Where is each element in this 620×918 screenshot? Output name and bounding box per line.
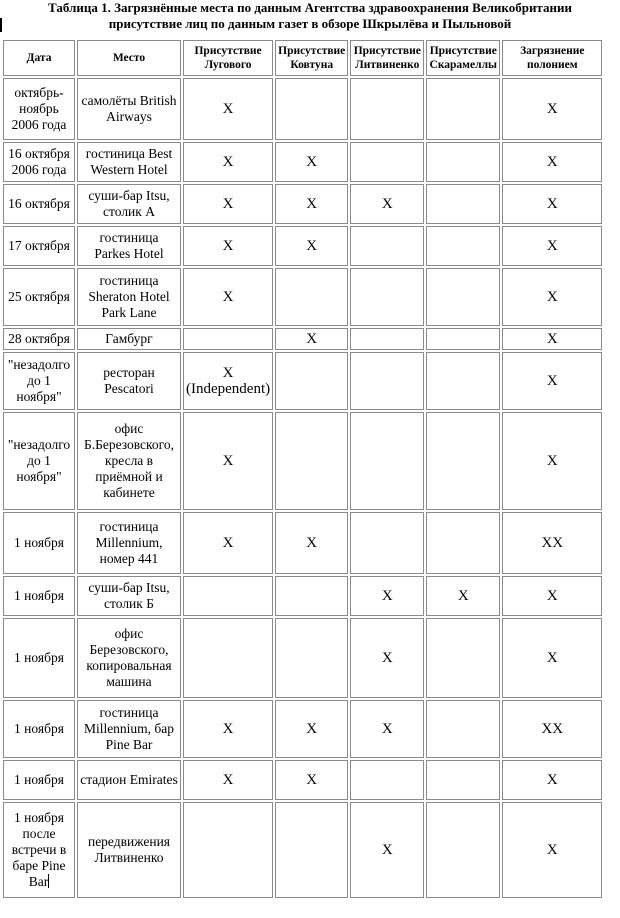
- cell-polonium: X: [502, 576, 602, 616]
- cell-place: ресторан Pescatori: [77, 352, 181, 410]
- cell-scaramella: [426, 802, 500, 898]
- cell-lugovoy: X: [183, 184, 273, 224]
- cell-polonium: X: [502, 802, 602, 898]
- cell-place: самолёты British Airways: [77, 78, 181, 140]
- cell-scaramella: [426, 328, 500, 350]
- cell-scaramella: [426, 618, 500, 698]
- text-cursor: [48, 874, 49, 888]
- cell-place: гостиница Millennium, номер 441: [77, 512, 181, 574]
- cell-date: 16 октября: [3, 184, 75, 224]
- cell-polonium: X: [502, 184, 602, 224]
- cell-date: "незадолго до 1 ноября": [3, 412, 75, 510]
- table-row: [3, 512, 602, 574]
- cell-place: гостиница Best Western Hotel: [77, 142, 181, 182]
- cell-lugovoy: [183, 618, 273, 698]
- cell-place: Гамбург: [77, 328, 181, 350]
- table-caption: [0, 0, 620, 32]
- header-kovtun: Присутствие Ковтуна: [275, 40, 348, 76]
- cell-scaramella: [426, 512, 500, 574]
- table-row: [3, 352, 602, 410]
- table-row: [3, 78, 602, 140]
- cell-date: 1 ноября: [3, 760, 75, 800]
- cell-place: офис Б.Березовского, кресла в приёмной и кабинете: [77, 412, 181, 510]
- cell-litvinenko: [350, 412, 424, 510]
- cell-kovtun: X: [275, 184, 348, 224]
- cell-kovtun: [275, 576, 348, 616]
- cell-lugovoy: X: [183, 268, 273, 326]
- cell-polonium: X: [502, 760, 602, 800]
- table-row: [3, 802, 602, 898]
- cell-date: 25 октября: [3, 268, 75, 326]
- header-place: Место: [77, 40, 181, 76]
- cell-place: офис Березовского, копировальная машина: [77, 618, 181, 698]
- cell-kovtun: X: [275, 760, 348, 800]
- cell-place: передвижения Литвиненко: [77, 802, 181, 898]
- cell-litvinenko: [350, 512, 424, 574]
- cell-date: 16 октября 2006 года: [3, 142, 75, 182]
- cell-litvinenko: [350, 226, 424, 266]
- header-scaramella: Присутствие Скарамеллы: [426, 40, 500, 76]
- cell-polonium: X: [502, 78, 602, 140]
- cell-date: 28 октября: [3, 328, 75, 350]
- cell-litvinenko: X: [350, 184, 424, 224]
- cell-lugovoy: X (Independent): [183, 352, 273, 410]
- cell-scaramella: [426, 268, 500, 326]
- cell-polonium: X: [502, 226, 602, 266]
- cell-polonium: X: [502, 142, 602, 182]
- cell-lugovoy: [183, 328, 273, 350]
- cell-date: [3, 802, 75, 898]
- contamination-table: [1, 38, 604, 900]
- cell-litvinenko: X: [350, 576, 424, 616]
- cell-litvinenko: [350, 78, 424, 140]
- cell-date-text: 1 ноября после встречи в баре Pine Bar: [11, 810, 67, 889]
- cell-date: 17 октября: [3, 226, 75, 266]
- table-row: [3, 760, 602, 800]
- cell-lugovoy: X: [183, 226, 273, 266]
- header-litvinenko: Присутствие Литвиненко: [350, 40, 424, 76]
- cell-kovtun: [275, 352, 348, 410]
- cell-scaramella: [426, 760, 500, 800]
- cell-polonium: X: [502, 412, 602, 510]
- cell-lugovoy: X: [183, 78, 273, 140]
- cell-kovtun: X: [275, 700, 348, 758]
- cell-place: суши-бар Itsu, столик A: [77, 184, 181, 224]
- cell-date: 1 ноября: [3, 512, 75, 574]
- cell-lugovoy: [183, 576, 273, 616]
- cell-litvinenko: [350, 352, 424, 410]
- cell-litvinenko: [350, 268, 424, 326]
- cell-kovtun: [275, 412, 348, 510]
- header-date: Дата: [3, 40, 75, 76]
- cell-kovtun: [275, 618, 348, 698]
- cell-scaramella: [426, 226, 500, 266]
- text-cursor-mark: [0, 18, 2, 32]
- caption-line-2: присутствие лиц по данным газет в обзоре Шкрылёва и Пыльновой: [108, 16, 512, 31]
- cell-date: октябрь-ноябрь 2006 года: [3, 78, 75, 140]
- cell-place: стадион Emirates: [77, 760, 181, 800]
- cell-polonium: X: [502, 268, 602, 326]
- table-row: [3, 576, 602, 616]
- table-header-row: [3, 40, 602, 76]
- cell-scaramella: [426, 184, 500, 224]
- table-row: [3, 268, 602, 326]
- cell-kovtun: X: [275, 226, 348, 266]
- cell-place: суши-бар Itsu, столик Б: [77, 576, 181, 616]
- header-polonium: Загрязнение полонием: [502, 40, 602, 76]
- cell-polonium: XX: [502, 512, 602, 574]
- cell-litvinenko: [350, 328, 424, 350]
- cell-polonium: X: [502, 352, 602, 410]
- cell-litvinenko: X: [350, 700, 424, 758]
- table-row: [3, 618, 602, 698]
- cell-place: гостиница Millennium, бар Pine Bar: [77, 700, 181, 758]
- cell-lugovoy: X: [183, 512, 273, 574]
- cell-litvinenko: X: [350, 802, 424, 898]
- cell-lugovoy: [183, 802, 273, 898]
- table-row: [3, 142, 602, 182]
- table-row: [3, 184, 602, 224]
- cell-litvinenko: X: [350, 618, 424, 698]
- cell-litvinenko: [350, 142, 424, 182]
- cell-kovtun: X: [275, 142, 348, 182]
- cell-date: 1 ноября: [3, 700, 75, 758]
- cell-place: гостиница Sheraton Hotel Park Lane: [77, 268, 181, 326]
- cell-kovtun: [275, 802, 348, 898]
- cell-polonium: X: [502, 328, 602, 350]
- table-row: [3, 700, 602, 758]
- cell-scaramella: X: [426, 576, 500, 616]
- cell-scaramella: [426, 78, 500, 140]
- cell-polonium: XX: [502, 700, 602, 758]
- cell-scaramella: [426, 142, 500, 182]
- cell-kovtun: [275, 78, 348, 140]
- cell-kovtun: [275, 268, 348, 326]
- header-lugovoy: Присутствие Лугового: [183, 40, 273, 76]
- caption-line-1: Таблица 1. Загрязнённые места по данным Агентства здравоохранения Великобритании: [48, 0, 572, 15]
- cell-place: гостиница Parkes Hotel: [77, 226, 181, 266]
- cell-lugovoy: X: [183, 412, 273, 510]
- cell-lugovoy: X: [183, 760, 273, 800]
- cell-kovtun: X: [275, 328, 348, 350]
- cell-date: 1 ноября: [3, 576, 75, 616]
- cell-date: 1 ноября: [3, 618, 75, 698]
- cell-polonium: X: [502, 618, 602, 698]
- table-row: [3, 412, 602, 510]
- cell-kovtun: X: [275, 512, 348, 574]
- cell-scaramella: [426, 412, 500, 510]
- cell-scaramella: [426, 352, 500, 410]
- cell-date: "незадолго до 1 ноября": [3, 352, 75, 410]
- cell-scaramella: [426, 700, 500, 758]
- cell-lugovoy: X: [183, 700, 273, 758]
- table-row: [3, 226, 602, 266]
- cell-lugovoy: X: [183, 142, 273, 182]
- cell-litvinenko: [350, 760, 424, 800]
- table-row: [3, 328, 602, 350]
